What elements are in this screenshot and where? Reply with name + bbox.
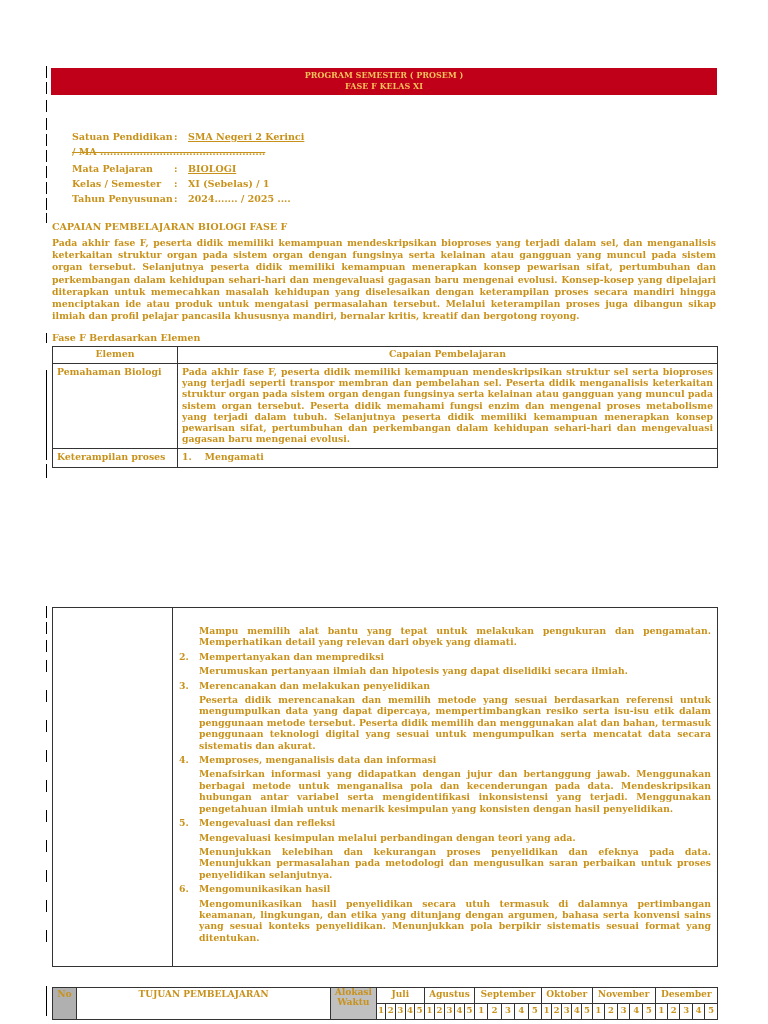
table-row [53, 364, 718, 449]
week-cell: 1 [655, 1004, 667, 1020]
capaian-cell: Pada akhir fase F, peserta didik memiliki kemampuan mendeskripsikan struktur sel serta bioproses yang terjadi seperti transpor membran dan pembelahan sel. Peserta didik menganalisis keterkaitan struktur organ pada sistem organ dengan fungsinya serta kelainan atau gangguan yang muncul pada sistem organ tersebut. Peserta didik memahami fungsi enzim dan mengenal proses metabolisme yang terjadi dalam tubuh. Selanjutnya peserta didik memiliki kemampuan menerapkan konsep pewarisan sifat, pertumbuhan dan perkembangan dalam kehidupan sehari-hari dan mengevaluasi gagasan baru mengenai evolusi. [178, 364, 718, 449]
week-cell: 5 [415, 1004, 425, 1020]
step-title: Mengomunikasikan hasil [199, 884, 331, 896]
step-paragraph: Menafsirkan informasi yang didapatkan dengan jujur dan bertanggung jawab. Menggunakan berbagai metode untuk menganalisa pola dan kecenderungan pada data. Mendeskripsikan hubungan antar variabel serta mengidentifikasi inkonsistensi yang terjadi. Menggunakan pengetahuan ilmiah untuk menarik kesimpulan yang konsisten dengan hasil penyelidikan. [199, 769, 711, 815]
identity-label: Satuan Pendidikan [72, 132, 173, 143]
identity-row-year [72, 192, 304, 207]
elemen-cell [53, 608, 173, 967]
week-cell: 5 [582, 1004, 592, 1020]
identity-row-school [72, 130, 304, 145]
column-header-tujuan: TUJUAN PEMBELAJARAN [77, 988, 331, 1020]
revision-bar [46, 870, 47, 882]
week-cell: 1 [592, 1004, 605, 1020]
banner-title: PROGRAM SEMESTER ( PROSEM ) [304, 70, 464, 80]
title-banner [51, 68, 717, 95]
week-cell: 4 [405, 1004, 415, 1020]
week-cell: 2 [488, 1004, 501, 1020]
identity-colon: : [174, 179, 178, 190]
revision-bar [46, 640, 47, 652]
step-number: 4. [179, 755, 189, 767]
identity-value: BIOLOGI [188, 164, 237, 175]
revision-bar [46, 66, 47, 78]
week-cell: 5 [528, 1004, 541, 1020]
week-cell: 1 [424, 1004, 434, 1020]
week-cell: 1 [376, 1004, 386, 1020]
week-cell: 5 [464, 1004, 474, 1020]
revision-bar [46, 986, 47, 1016]
revision-bar [46, 900, 47, 912]
month-header: November [592, 988, 655, 1004]
revision-bar [46, 198, 47, 210]
week-cell: 2 [386, 1004, 396, 1020]
section-title: CAPAIAN PEMBELAJARAN BIOLOGI FASE F [52, 222, 288, 233]
identity-label: Tahun Penyusunan [72, 194, 173, 205]
week-cell: 4 [692, 1004, 704, 1020]
step-title: Mengevaluasi dan refleksi [199, 818, 336, 830]
step-title: Merencanakan dan melakukan penyelidikan [199, 680, 431, 692]
revision-bar [46, 606, 47, 618]
schedule-table [52, 987, 718, 1020]
identity-label: Kelas / Semester [72, 179, 162, 190]
revision-bar [46, 134, 47, 146]
week-cell: 2 [552, 1004, 562, 1020]
week-cell: 3 [444, 1004, 454, 1020]
week-cell: 3 [396, 1004, 406, 1020]
identity-colon: : [174, 132, 178, 143]
revision-bar [46, 840, 47, 852]
identity-row-subject [72, 162, 304, 177]
step-heading [179, 681, 711, 692]
week-cell: 2 [434, 1004, 444, 1020]
column-header-alokasi: Alokasi Waktu [331, 988, 377, 1020]
section-subtitle: Fase F Berdasarkan Elemen [52, 333, 201, 344]
identity-block [72, 130, 304, 207]
revision-bar [46, 780, 47, 792]
revision-bar [46, 690, 47, 702]
week-cell: 1 [542, 1004, 552, 1020]
revision-bar [46, 150, 47, 162]
table-row [53, 608, 718, 967]
step-number: 5. [179, 818, 189, 830]
revision-bar [46, 660, 47, 672]
revision-bar [46, 464, 47, 478]
step-title: Memproses, menganalisis data dan informasi [199, 755, 437, 767]
column-header: Capaian Pembelajaran [178, 347, 718, 364]
revision-bar [46, 333, 47, 343]
step-title: Mempertanyakan dan memprediksi [199, 651, 384, 663]
month-header: Agustus [424, 988, 474, 1004]
revision-bar [46, 370, 47, 460]
identity-colon: : [174, 164, 178, 175]
week-cell: 5 [642, 1004, 655, 1020]
capaian-cell: 1. Mengamati [178, 449, 718, 467]
step-paragraph: Menunjukkan kelebihan dan kekurangan proses penyelidikan dan efeknya pada data. Menunjukkan permasalahan pada metodologi dan mengusulkan saran perbaikan untuk proses penyelidikan selanjutnya. [199, 846, 711, 881]
revision-bar [46, 750, 47, 762]
week-cell: 4 [515, 1004, 528, 1020]
week-cell: 4 [630, 1004, 643, 1020]
step-paragraph: Mengomunikasikan hasil penyelidikan secara utuh termasuk di dalamnya pertimbangan keamanan, lingkungan, dan etika yang ditunjang dengan argumen, bahasa serta konvensi sains yang sesuai konteks penyelidikan. Menunjukkan pola berpikir sistematis sesuai format yang ditentukan. [199, 898, 711, 944]
step-heading [179, 818, 711, 829]
step-number: 6. [179, 884, 189, 896]
elemen-cell: Pemahaman Biologi [53, 364, 178, 449]
cp-paragraph: Pada akhir fase F, peserta didik memiliki kemampuan mendeskripsikan bioproses yang terjadi dalam sel, dan menganalisis keterkaitan struktur organ pada sistem organ dengan fungsinya serta kelainan atau gangguan yang muncul pada sistem organ tersebut. Selanjutnya peserta didik memiliki kemampuan menerapkan konsep pewarisan sifat, pertumbuhan dan perkembangan dalam kehidupan sehari-hari dan mengevaluasi gagasan baru mengenai evolusi. Konsep-kosep yang dipelajari diterapkan untuk memecahkan masalah kehidupan yang diselesaikan dengan keterampilan proses secara mandiri hingga menciptakan ide atau produk untuk mengatasi permasalahan tersebut. Melalui keterampilan proses juga dibangun sikap ilmiah dan profil pelajar pancasila khususnya mandiri, bernalar kritis, kreatif dan bergotong royong. [52, 238, 716, 323]
step-heading [179, 652, 711, 663]
step-paragraph: Peserta didik merencanakan dan memilih metode yang sesuai berdasarkan referensi untuk mengumpulkan data yang dapat dipercaya, mempertimbangkan resiko serta isu-isu etik dalam penggunaan metode tersebut. Peserta didik memilih dan menggunakan alat dan bahan, termasuk penggunaan teknologi digital yang sesuai untuk mengumpulkan serta mencatat data secara sistematis dan akurat. [199, 695, 711, 752]
elemen-table [52, 346, 718, 468]
identity-row-ma [72, 145, 304, 160]
revision-bar [46, 100, 47, 112]
banner-subtitle: FASE F KELAS XI [345, 81, 423, 91]
table-header-row [53, 347, 718, 364]
step-paragraph: Mengevaluasi kesimpulan melalui perbandingan dengan teori yang ada. [199, 832, 576, 844]
revision-bar [46, 213, 47, 223]
week-cell: 3 [562, 1004, 572, 1020]
revision-bar [46, 810, 47, 822]
revision-bar [46, 622, 47, 634]
step-heading [179, 884, 711, 895]
identity-value: 2024....... / 2025 .... [188, 194, 291, 205]
month-header: Oktober [542, 988, 593, 1004]
step-number: 2. [179, 651, 189, 663]
column-header: Elemen [53, 347, 178, 364]
week-cell: 3 [617, 1004, 630, 1020]
revision-bar [46, 82, 47, 94]
column-header-no: No [53, 988, 77, 1020]
identity-value: SMA Negeri 2 Kerinci [188, 132, 305, 143]
revision-bar [46, 182, 47, 194]
step-paragraph: Mampu memilih alat bantu yang tepat untuk melakukan pengukuran dan pengamatan. Memperhatikan detail yang relevan dari obyek yang diamati. [199, 626, 711, 649]
revision-bar [46, 118, 47, 130]
week-cell: 3 [501, 1004, 514, 1020]
month-header: Juli [376, 988, 424, 1004]
revision-bar [46, 720, 47, 732]
week-cell: 2 [605, 1004, 618, 1020]
revision-bar [46, 166, 47, 178]
week-cell: 3 [680, 1004, 692, 1020]
table-row [53, 449, 718, 467]
week-cell: 2 [668, 1004, 680, 1020]
revision-bar [46, 930, 47, 942]
step-number: 3. [179, 680, 189, 692]
week-cell: 4 [572, 1004, 582, 1020]
step-paragraph: Merumuskan pertanyaan ilmiah dan hipotesis yang dapat diselidiki secara ilmiah. [199, 666, 628, 678]
week-cell: 4 [454, 1004, 464, 1020]
capaian-cell [173, 608, 718, 967]
elemen-cell: Keterampilan proses [53, 449, 178, 467]
step-heading [179, 755, 711, 766]
identity-label: Mata Pelajaran [72, 164, 153, 175]
month-header: September [474, 988, 541, 1004]
schedule-header-row [53, 988, 718, 1004]
identity-colon: : [174, 194, 178, 205]
week-cell: 5 [705, 1004, 718, 1020]
month-header: Desember [655, 988, 717, 1004]
keterampilan-table [52, 607, 718, 967]
identity-row-class [72, 177, 304, 192]
identity-label: / MA .................................................. [72, 147, 266, 158]
week-cell: 1 [474, 1004, 487, 1020]
identity-value: XI (Sebelas) / 1 [188, 179, 270, 190]
